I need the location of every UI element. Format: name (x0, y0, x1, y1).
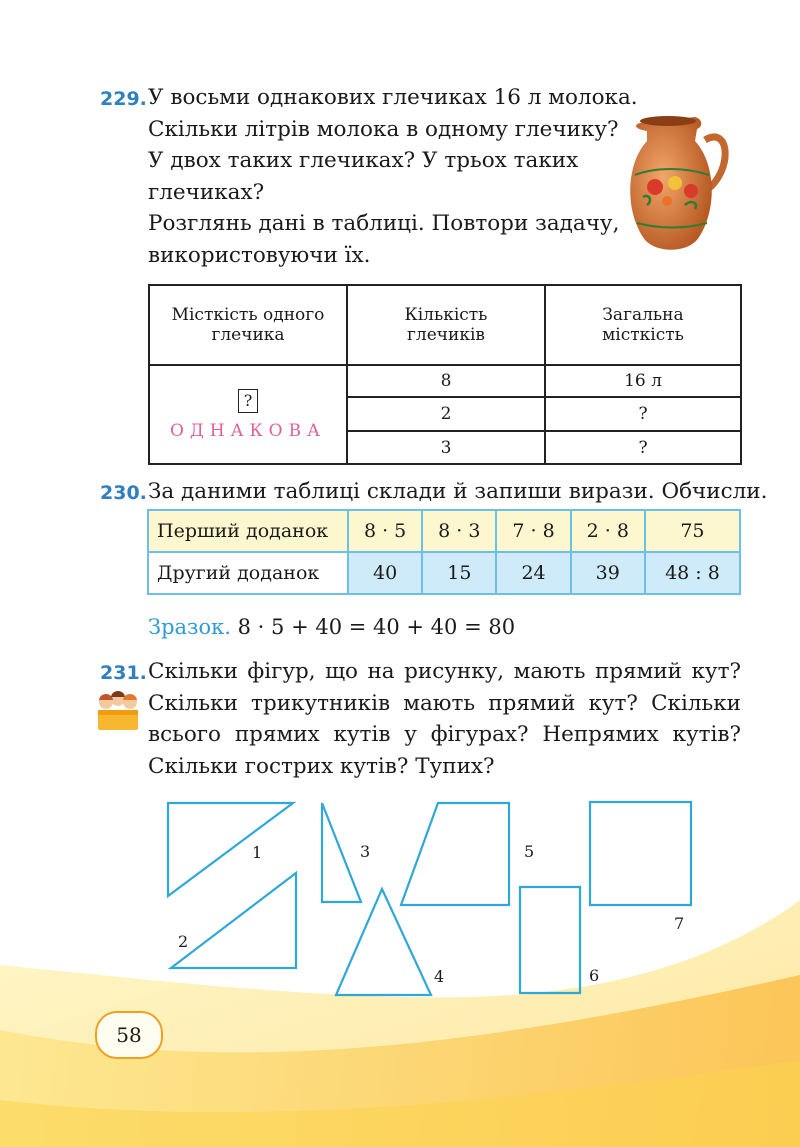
exercise-229-number: 229. (100, 88, 147, 110)
header-jug-count (347, 285, 545, 365)
first-addend-cell: 7 · 8 (496, 510, 570, 552)
second-addend-cell: 40 (348, 552, 422, 594)
exercise-231-number: 231. (100, 662, 147, 684)
figure-label-6: 6 (589, 966, 600, 985)
first-addend-cell: 8 · 3 (422, 510, 496, 552)
count-cell: 8 (347, 365, 545, 397)
addends-table (147, 509, 741, 595)
total-cell: ? (545, 431, 741, 464)
second-addend-cell: 24 (496, 552, 570, 594)
exercise-231-line-2: Скільки трикутників мають прямий кут? Скільки (148, 690, 741, 716)
first-addend-cell: 2 · 8 (571, 510, 645, 552)
exercise-229-line-6: використовуючи їх. (148, 242, 371, 268)
first-addend-cell: 75 (645, 510, 740, 552)
sample-expression: 8 · 5 + 40 = 40 + 40 = 80 (237, 615, 516, 639)
header-capacity-one (149, 285, 347, 365)
first-addend-label: Перший доданок (148, 510, 348, 552)
first-addend-cell: 8 · 5 (348, 510, 422, 552)
same-capacity-cell (149, 365, 347, 464)
exercise-230-number: 230. (100, 482, 147, 504)
header-line: Кількість (404, 305, 488, 325)
second-addend-label: Другий доданок (148, 552, 348, 594)
header-line: Місткість одного (171, 305, 325, 325)
same-label: ОДНАКОВА (170, 420, 326, 441)
jug-capacity-table (148, 284, 742, 465)
figure-label-5: 5 (524, 842, 535, 861)
header-total-capacity (545, 285, 741, 365)
exercise-229-line-4: глечиках? (148, 179, 265, 205)
figure-label-1: 1 (252, 843, 263, 862)
exercise-231-line-3: всього прямих кутів у фігурах? Непрямих кутів? (148, 722, 741, 747)
header-line: глечика (211, 325, 285, 345)
sample-label: Зразок. (148, 615, 231, 639)
group-work-icon (92, 688, 144, 732)
exercise-229-text (148, 82, 638, 271)
clay-jug-illustration (625, 105, 735, 255)
header-line: місткість (602, 325, 684, 345)
exercise-229-line-2: Скільки літрів молока в одному глечику? (148, 116, 619, 142)
exercise-231-line-4: Скільки гострих кутів? Тупих? (148, 753, 495, 779)
page-number: 58 (95, 1011, 163, 1059)
header-line: Загальна (602, 305, 684, 325)
exercise-229-line-3: У двох таких глечиках? У трьох таких (148, 148, 579, 173)
total-cell: 16 л (545, 365, 741, 397)
exercise-229-line-5: Розглянь дані в таблиці. Повтори задачу, (148, 211, 620, 236)
figure-label-3: 3 (360, 842, 371, 861)
count-cell: 2 (347, 397, 545, 431)
figure-label-4: 4 (434, 967, 445, 986)
header-line: глечиків (407, 325, 485, 345)
figure-label-2: 2 (178, 932, 189, 951)
second-addend-cell: 15 (422, 552, 496, 594)
exercise-230-text: За даними таблиці склади й запиши вирази. Обчисли. (148, 479, 768, 504)
total-cell: ? (545, 397, 741, 431)
unknown-box: ? (238, 389, 258, 413)
count-cell: 3 (347, 431, 545, 464)
figure-label-7: 7 (674, 914, 685, 933)
exercise-231-line-1: Скільки фігур, що на рисунку, мають прямий кут? (148, 659, 741, 684)
sample-line (148, 615, 515, 639)
second-addend-cell: 39 (571, 552, 645, 594)
exercise-231-text (148, 656, 741, 782)
exercise-229-line-1: У восьми однакових глечиках 16 л молока. (148, 85, 638, 110)
second-addend-cell: 48 : 8 (645, 552, 740, 594)
